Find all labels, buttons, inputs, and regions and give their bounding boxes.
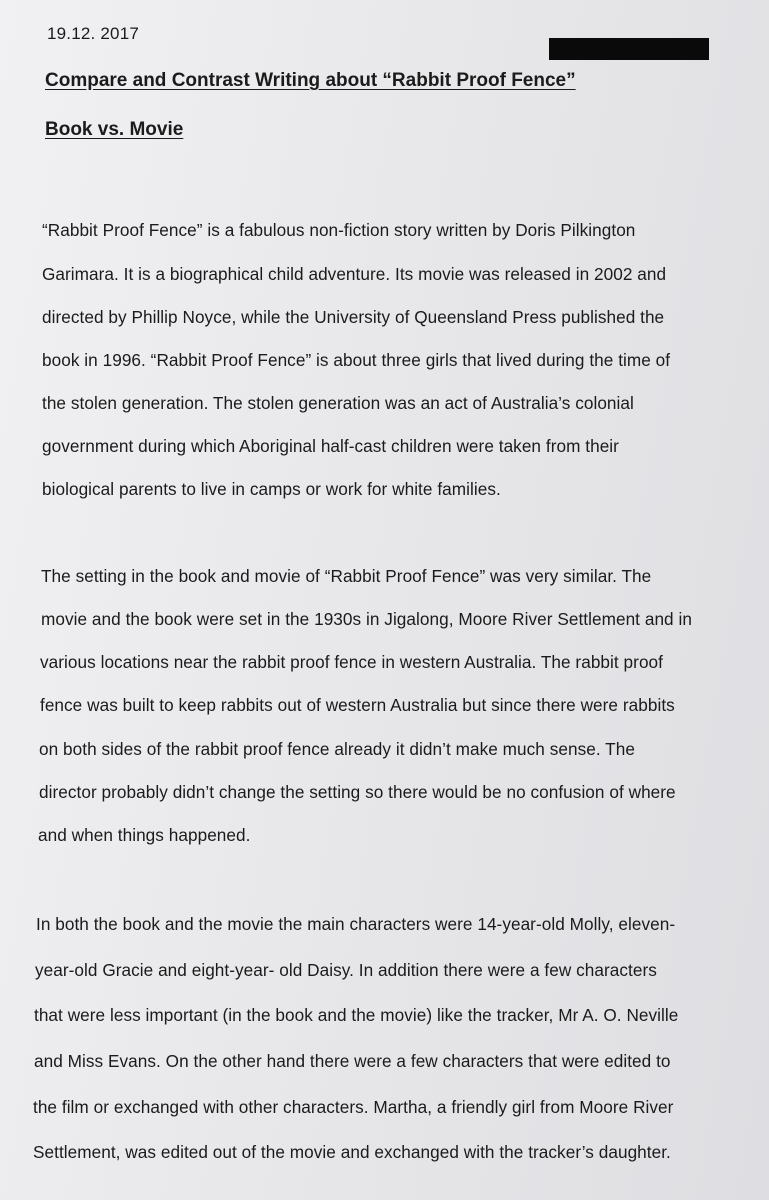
paragraph-line: the stolen generation. The stolen generation was an act of Australia’s colonial (42, 393, 634, 413)
document-subtitle: Book vs. Movie (45, 119, 184, 140)
paragraph-line: movie and the book were set in the 1930s in Jigalong, Moore River Settlement and in (41, 609, 692, 629)
paragraph-line: year-old Gracie and eight-year- old Daisy. In addition there were a few characters (35, 960, 657, 980)
paragraph-line: biological parents to live in camps or work for white families. (42, 479, 501, 499)
document-title: Compare and Contrast Writing about “Rabbit Proof Fence” (45, 70, 576, 91)
paragraph-line: on both sides of the rabbit proof fence already it didn’t make much sense. The (39, 739, 635, 759)
paragraph-line: Settlement, was edited out of the movie and exchanged with the tracker’s daughter. (33, 1142, 671, 1162)
paragraph-line: In both the book and the movie the main characters were 14-year-old Molly, eleven- (36, 914, 676, 934)
paragraph-line: various locations near the rabbit proof fence in western Australia. The rabbit proof (40, 652, 663, 672)
paragraph-line: that were less important (in the book and the movie) like the tracker, Mr A. O. Neville (34, 1005, 679, 1025)
paragraph-line: Garimara. It is a biographical child adventure. Its movie was released in 2002 and (42, 264, 667, 284)
paragraph-line: The setting in the book and movie of “Rabbit Proof Fence” was very similar. The (41, 566, 652, 586)
redaction-bar (549, 38, 709, 60)
paragraph-line: government during which Aboriginal half-cast children were taken from their (42, 436, 619, 456)
paragraph-line: fence was built to keep rabbits out of western Australia but since there were rabbits (40, 695, 675, 715)
paragraph-line: director probably didn’t change the setting so there would be no confusion of where (39, 782, 676, 802)
paragraph-line: directed by Phillip Noyce, while the University of Queensland Press published the (42, 307, 665, 327)
paragraph-line: book in 1996. “Rabbit Proof Fence” is about three girls that lived during the time of (42, 350, 671, 370)
paragraph-line: and when things happened. (38, 825, 251, 845)
paragraph-line: and Miss Evans. On the other hand there were a few characters that were edited to (34, 1051, 671, 1071)
paragraph-line: the film or exchanged with other characters. Martha, a friendly girl from Moore River (33, 1097, 674, 1117)
document-date: 19.12. 2017 (47, 24, 140, 43)
paragraph-line: “Rabbit Proof Fence” is a fabulous non-fiction story written by Doris Pilkington (42, 220, 636, 240)
